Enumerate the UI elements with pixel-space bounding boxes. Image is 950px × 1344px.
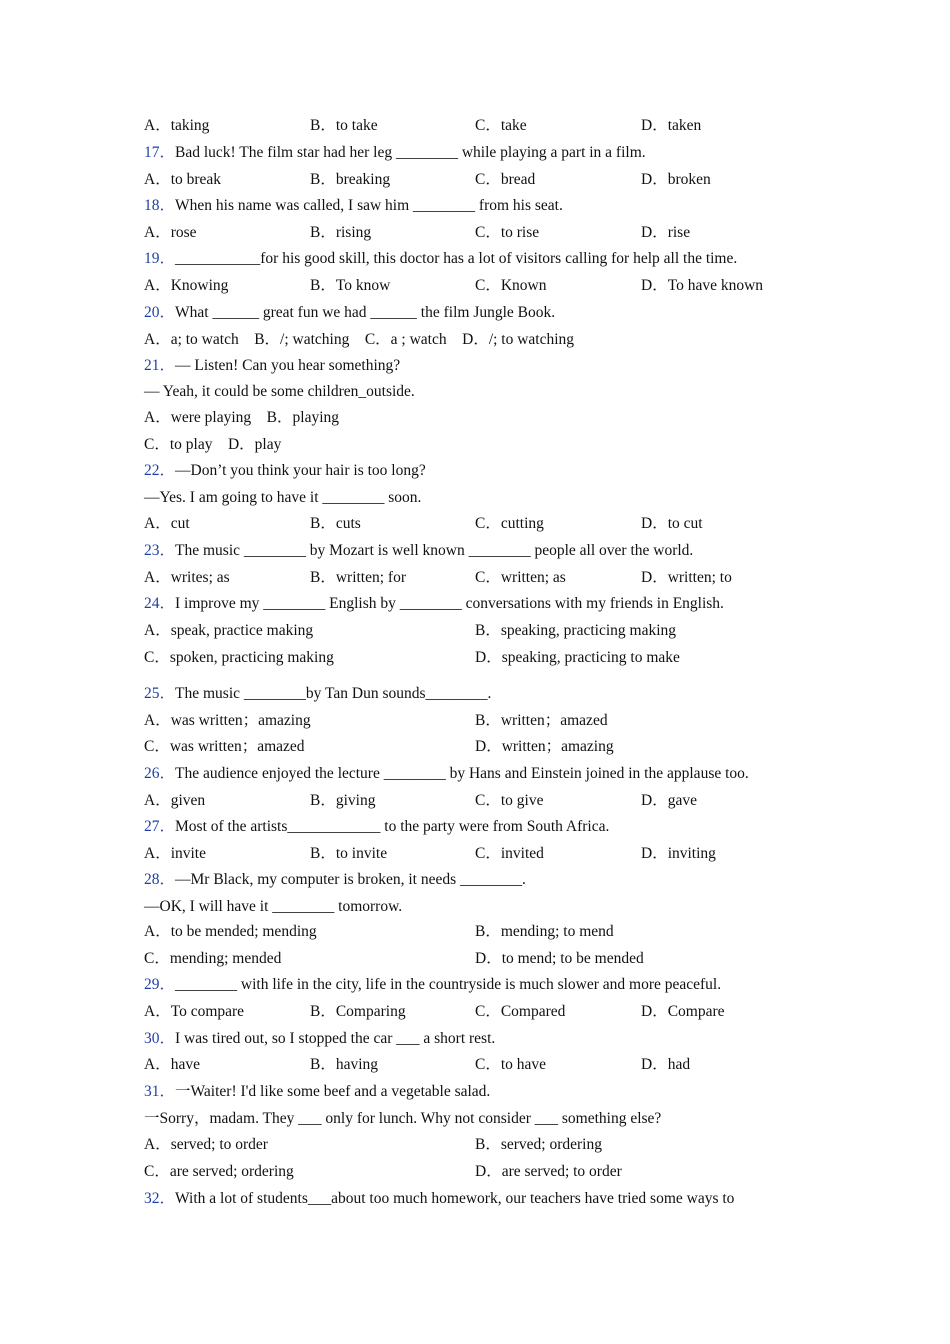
answer-option: B．to take: [310, 117, 378, 134]
question-number: 32．: [144, 1190, 176, 1207]
answer-option: B．served; ordering: [475, 1136, 602, 1153]
question-number: 25．: [144, 685, 176, 702]
question-text: — Listen! Can you hear something?: [175, 357, 401, 374]
answer-option: C．to give: [475, 792, 544, 809]
answer-option: C．was written；amazed: [144, 738, 305, 755]
answer-option: A．served; to order: [144, 1136, 268, 1153]
question-number: 20．: [144, 304, 176, 321]
question-text: Most of the artists____________ to the party were from South Africa.: [175, 818, 610, 835]
answer-option: B．cuts: [310, 515, 361, 532]
answer-option: D．to mend; to be mended: [475, 950, 644, 967]
text-line: — Yeah, it could be some children_outside.: [144, 383, 415, 400]
question-line: [144, 817, 609, 837]
text-line: A．were playing B．playing: [144, 409, 340, 426]
question-text: The music ________ by Mozart is well known ________ people all over the world.: [175, 542, 694, 559]
answer-option: D．are served; to order: [475, 1163, 622, 1180]
answer-option: C．bread: [475, 171, 536, 188]
answer-option: B．having: [310, 1056, 379, 1073]
question-line: [144, 975, 721, 995]
answer-option: D．gave: [641, 792, 697, 809]
question-line: [144, 870, 526, 890]
answer-option: D．had: [641, 1056, 691, 1073]
question-line: [144, 249, 737, 269]
question-number: 24．: [144, 595, 176, 612]
question-line: [144, 303, 555, 323]
question-text: ________ with life in the city, life in the countryside is much slower and more peaceful.: [175, 976, 722, 993]
question-number: 29．: [144, 976, 176, 993]
question-number: 22．: [144, 462, 176, 479]
answer-option: C．are served; ordering: [144, 1163, 294, 1180]
answer-option: C．Compared: [475, 1003, 566, 1020]
question-line: [144, 684, 491, 704]
answer-option: B．Comparing: [310, 1003, 406, 1020]
question-number: 26．: [144, 765, 176, 782]
question-text: The music ________by Tan Dun sounds________.: [175, 685, 492, 702]
question-number: 23．: [144, 542, 176, 559]
question-text: 一Waiter! I'd like some beef and a vegetable salad.: [175, 1083, 491, 1100]
answer-option: C．cutting: [475, 515, 544, 532]
question-number: 18．: [144, 197, 176, 214]
answer-option: D．To have known: [641, 277, 764, 294]
question-line: [144, 356, 400, 376]
question-line: [144, 594, 724, 614]
answer-option: D．written；amazing: [475, 738, 614, 755]
answer-option: B．to invite: [310, 845, 388, 862]
answer-option: A．invite: [144, 845, 206, 862]
answer-option: B．mending; to mend: [475, 923, 614, 940]
answer-option: B．To know: [310, 277, 391, 294]
answer-option: A．writes; as: [144, 569, 230, 586]
answer-option: A．was written；amazing: [144, 712, 311, 729]
answer-option: B．written; for: [310, 569, 406, 586]
answer-option: C．take: [475, 117, 527, 134]
question-text: The audience enjoyed the lecture ________ by Hans and Einstein joined in the applause too.: [175, 765, 749, 782]
question-number: 31．: [144, 1083, 176, 1100]
answer-option: A．To compare: [144, 1003, 245, 1020]
question-number: 28．: [144, 871, 176, 888]
text-line: 一Sorry，madam. They ___ only for lunch. Why not consider ___ something else?: [144, 1110, 662, 1127]
question-number: 30．: [144, 1030, 176, 1047]
answer-option: C．spoken, practicing making: [144, 649, 334, 666]
answer-option: D．speaking, practicing to make: [475, 649, 680, 666]
answer-option: A．rose: [144, 224, 197, 241]
answer-option: C．to rise: [475, 224, 540, 241]
answer-option: C．written; as: [475, 569, 566, 586]
text-line: —OK, I will have it ________ tomorrow.: [144, 898, 403, 915]
answer-option: D．written; to: [641, 569, 732, 586]
question-line: [144, 541, 693, 561]
answer-option: B．breaking: [310, 171, 391, 188]
answer-option: A．have: [144, 1056, 200, 1073]
question-number: 27．: [144, 818, 176, 835]
question-line: [144, 764, 749, 784]
text-line: —Yes. I am going to have it ________ soon.: [144, 489, 422, 506]
question-number: 17．: [144, 144, 176, 161]
answer-option: D．taken: [641, 117, 702, 134]
answer-option: C．mending; mended: [144, 950, 282, 967]
answer-option: D．inviting: [641, 845, 716, 862]
text-line: C．to play D．play: [144, 436, 282, 453]
question-text: I was tired out, so I stopped the car ___ a short rest.: [175, 1030, 496, 1047]
answer-option: B．rising: [310, 224, 372, 241]
answer-option: D．rise: [641, 224, 691, 241]
answer-option: A．to be mended; mending: [144, 923, 317, 940]
answer-option: B．speaking, practicing making: [475, 622, 677, 639]
question-number: 19．: [144, 250, 176, 267]
question-line: [144, 461, 426, 481]
answer-option: D．Compare: [641, 1003, 725, 1020]
answer-option: A．taking: [144, 117, 210, 134]
answer-option: D．to cut: [641, 515, 703, 532]
question-text: —Mr Black, my computer is broken, it needs ________.: [175, 871, 526, 888]
answer-option: C．to have: [475, 1056, 547, 1073]
answer-option: A．Knowing: [144, 277, 229, 294]
question-text: —Don’t you think your hair is too long?: [175, 462, 426, 479]
question-text: I improve my ________ English by ________ conversations with my friends in English.: [175, 595, 724, 612]
question-line: [144, 1029, 495, 1049]
answer-option: A．to break: [144, 171, 222, 188]
answer-option: A．given: [144, 792, 206, 809]
answer-option: B．giving: [310, 792, 376, 809]
answer-option: B．written；amazed: [475, 712, 608, 729]
answer-option: C．Known: [475, 277, 547, 294]
question-line: [144, 196, 563, 216]
question-line: [144, 143, 646, 163]
answer-option: A．cut: [144, 515, 190, 532]
text-line: A．a; to watch B．/; watching C．a ; watch D．/; to watching: [144, 331, 575, 348]
question-text: ___________for his good skill, this doctor has a lot of visitors calling for help all the time.: [175, 250, 738, 267]
question-text: Bad luck! The film star had her leg ________ while playing a part in a film.: [175, 144, 646, 161]
answer-option: A．speak, practice making: [144, 622, 314, 639]
question-text: When his name was called, I saw him ________ from his seat.: [175, 197, 563, 214]
question-text: What ______ great fun we had ______ the film Jungle Book.: [175, 304, 556, 321]
question-line: [144, 1082, 490, 1102]
answer-option: D．broken: [641, 171, 711, 188]
answer-option: C．invited: [475, 845, 544, 862]
question-number: 21．: [144, 357, 176, 374]
question-line: [144, 1189, 734, 1209]
question-text: With a lot of students___about too much homework, our teachers have tried some ways to: [175, 1190, 735, 1207]
